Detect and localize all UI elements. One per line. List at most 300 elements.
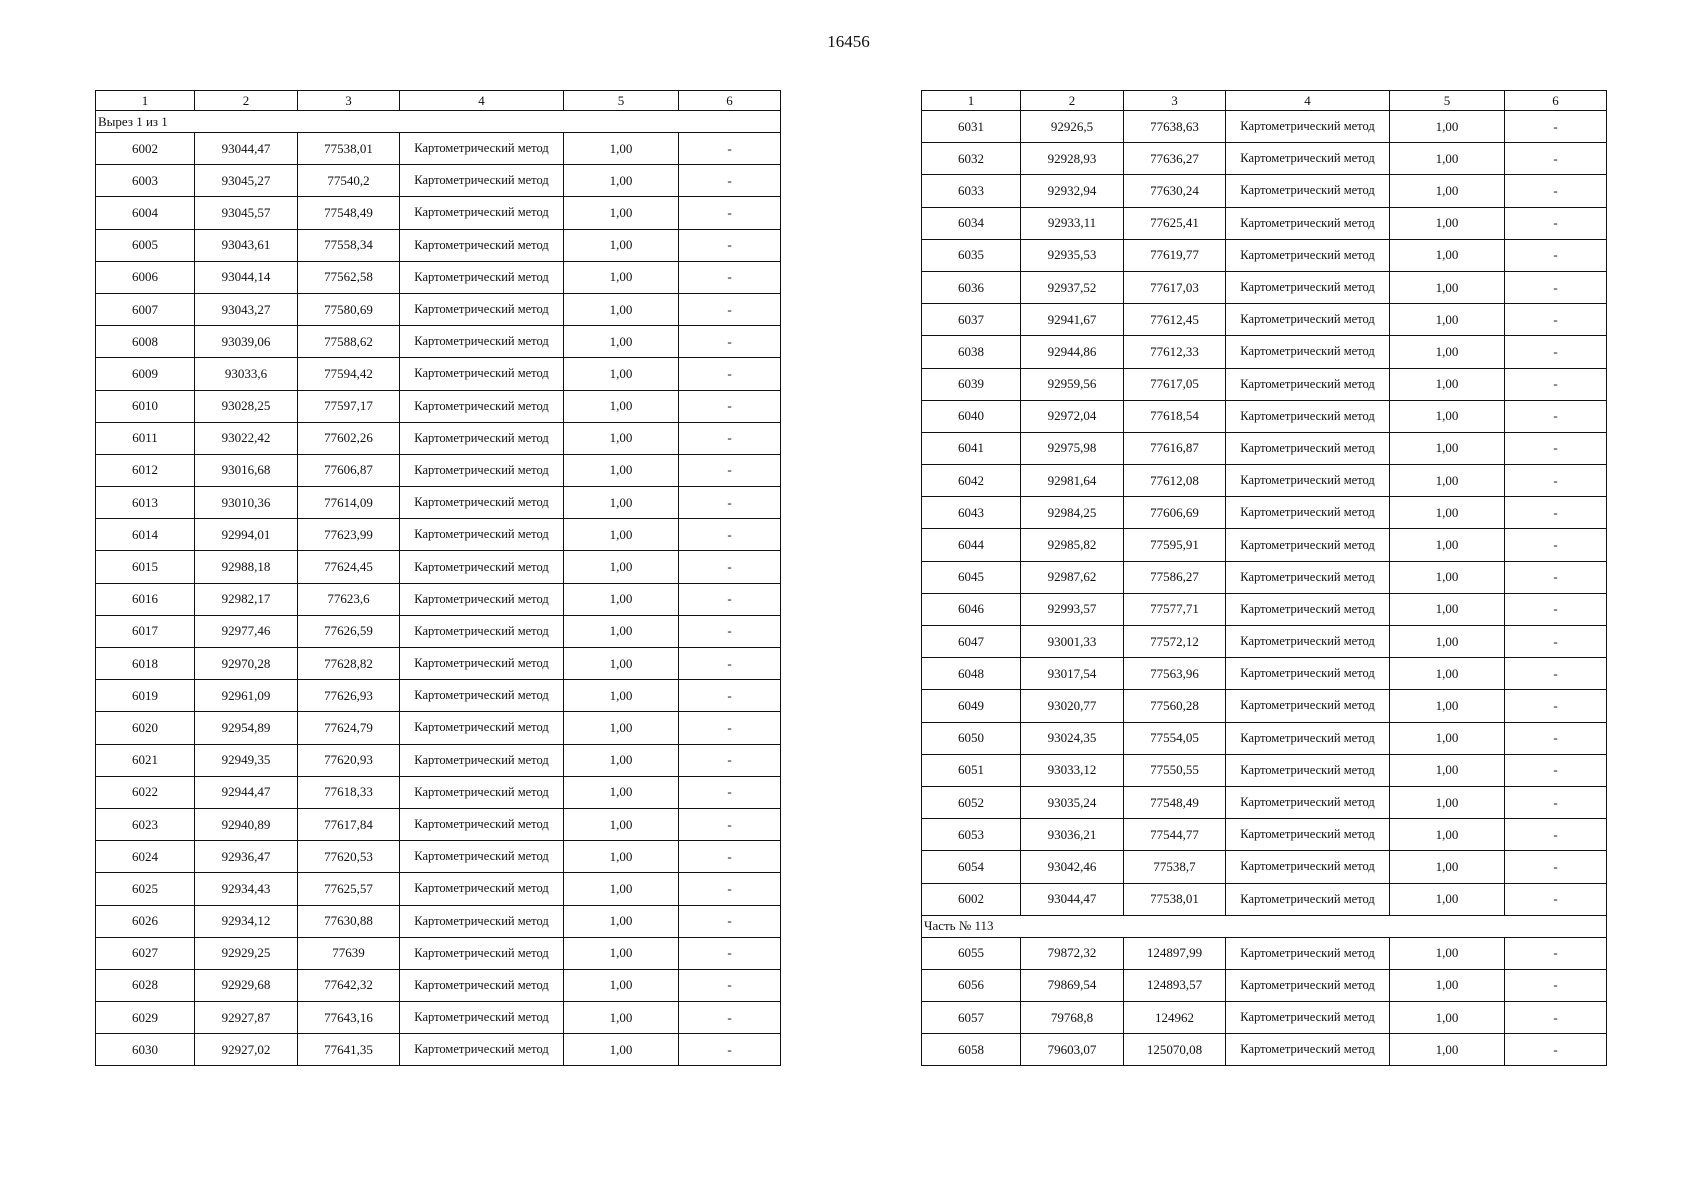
point-number-cell: 6017 xyxy=(96,615,195,647)
method-cell: Картометрический метод xyxy=(400,519,564,551)
point-number-cell: 6022 xyxy=(96,776,195,808)
point-number-cell: 6023 xyxy=(96,808,195,840)
x-coordinate-cell: 92970,28 xyxy=(195,648,298,680)
method-cell: Картометрический метод xyxy=(400,615,564,647)
note-cell: - xyxy=(1505,593,1607,625)
section-label: Часть № 113 xyxy=(922,915,1607,937)
accuracy-cell: 1,00 xyxy=(564,905,679,937)
table-row xyxy=(96,422,781,454)
y-coordinate-cell: 77641,35 xyxy=(298,1034,400,1066)
table-row xyxy=(922,432,1607,464)
y-coordinate-cell: 77602,26 xyxy=(298,422,400,454)
x-coordinate-cell: 93043,61 xyxy=(195,229,298,261)
point-number-cell: 6015 xyxy=(96,551,195,583)
x-coordinate-cell: 93039,06 xyxy=(195,326,298,358)
point-number-cell: 6046 xyxy=(922,593,1021,625)
method-cell: Картометрический метод xyxy=(1226,754,1390,786)
table-row xyxy=(96,648,781,680)
x-coordinate-cell: 92933,11 xyxy=(1021,207,1124,239)
y-coordinate-cell: 77619,77 xyxy=(1124,239,1226,271)
note-cell: - xyxy=(679,873,781,905)
x-coordinate-cell: 93033,12 xyxy=(1021,754,1124,786)
x-coordinate-cell: 92934,43 xyxy=(195,873,298,905)
point-number-cell: 6039 xyxy=(922,368,1021,400)
x-coordinate-cell: 92949,35 xyxy=(195,744,298,776)
table-row xyxy=(922,626,1607,658)
column-header: 5 xyxy=(564,91,679,111)
note-cell: - xyxy=(679,454,781,486)
point-number-cell: 6035 xyxy=(922,239,1021,271)
y-coordinate-cell: 125070,08 xyxy=(1124,1034,1226,1066)
x-coordinate-cell: 92926,5 xyxy=(1021,111,1124,143)
table-row xyxy=(96,808,781,840)
point-number-cell: 6004 xyxy=(96,197,195,229)
x-coordinate-cell: 93044,14 xyxy=(195,261,298,293)
accuracy-cell: 1,00 xyxy=(1390,465,1505,497)
note-cell: - xyxy=(679,519,781,551)
x-coordinate-cell: 92975,98 xyxy=(1021,432,1124,464)
point-number-cell: 6028 xyxy=(96,969,195,1001)
method-cell: Картометрический метод xyxy=(400,390,564,422)
y-coordinate-cell: 77617,05 xyxy=(1124,368,1226,400)
table-row xyxy=(96,326,781,358)
accuracy-cell: 1,00 xyxy=(564,358,679,390)
point-number-cell: 6012 xyxy=(96,454,195,486)
table-row xyxy=(96,454,781,486)
method-cell: Картометрический метод xyxy=(400,1034,564,1066)
note-cell: - xyxy=(1505,1002,1607,1034)
y-coordinate-cell: 77538,01 xyxy=(1124,883,1226,915)
accuracy-cell: 1,00 xyxy=(564,422,679,454)
note-cell: - xyxy=(679,808,781,840)
point-number-cell: 6008 xyxy=(96,326,195,358)
accuracy-cell: 1,00 xyxy=(1390,786,1505,818)
accuracy-cell: 1,00 xyxy=(564,744,679,776)
method-cell: Картометрический метод xyxy=(400,841,564,873)
note-cell: - xyxy=(1505,497,1607,529)
note-cell: - xyxy=(1505,175,1607,207)
point-number-cell: 6043 xyxy=(922,497,1021,529)
accuracy-cell: 1,00 xyxy=(1390,497,1505,529)
method-cell: Картометрический метод xyxy=(1226,626,1390,658)
note-cell: - xyxy=(679,229,781,261)
note-cell: - xyxy=(1505,465,1607,497)
x-coordinate-cell: 93020,77 xyxy=(1021,690,1124,722)
table-row xyxy=(922,143,1607,175)
section-label: Вырез 1 из 1 xyxy=(96,111,781,133)
column-header: 6 xyxy=(1505,91,1607,111)
table-row xyxy=(96,615,781,647)
method-cell: Картометрический метод xyxy=(1226,851,1390,883)
method-cell: Картометрический метод xyxy=(1226,336,1390,368)
x-coordinate-cell: 92936,47 xyxy=(195,841,298,873)
method-cell: Картометрический метод xyxy=(1226,658,1390,690)
point-number-cell: 6006 xyxy=(96,261,195,293)
method-cell: Картометрический метод xyxy=(1226,1002,1390,1034)
accuracy-cell: 1,00 xyxy=(1390,819,1505,851)
method-cell: Картометрический метод xyxy=(400,197,564,229)
point-number-cell: 6016 xyxy=(96,583,195,615)
method-cell: Картометрический метод xyxy=(400,776,564,808)
accuracy-cell: 1,00 xyxy=(1390,304,1505,336)
table-row xyxy=(96,519,781,551)
accuracy-cell: 1,00 xyxy=(1390,336,1505,368)
note-cell: - xyxy=(1505,561,1607,593)
table-row xyxy=(96,841,781,873)
y-coordinate-cell: 77538,01 xyxy=(298,133,400,165)
method-cell: Картометрический метод xyxy=(1226,465,1390,497)
accuracy-cell: 1,00 xyxy=(564,1002,679,1034)
table-row xyxy=(96,1034,781,1066)
method-cell: Картометрический метод xyxy=(400,165,564,197)
table-row xyxy=(922,175,1607,207)
accuracy-cell: 1,00 xyxy=(1390,626,1505,658)
method-cell: Картометрический метод xyxy=(1226,239,1390,271)
point-number-cell: 6003 xyxy=(96,165,195,197)
y-coordinate-cell: 77626,93 xyxy=(298,680,400,712)
page-number: 16456 xyxy=(827,32,870,51)
y-coordinate-cell: 77623,6 xyxy=(298,583,400,615)
x-coordinate-cell: 92988,18 xyxy=(195,551,298,583)
method-cell: Картометрический метод xyxy=(1226,786,1390,818)
table-row xyxy=(922,969,1607,1001)
table-row xyxy=(922,1002,1607,1034)
y-coordinate-cell: 77597,17 xyxy=(298,390,400,422)
note-cell: - xyxy=(1505,626,1607,658)
method-cell: Картометрический метод xyxy=(1226,304,1390,336)
note-cell: - xyxy=(679,165,781,197)
table-row xyxy=(96,937,781,969)
y-coordinate-cell: 77639 xyxy=(298,937,400,969)
point-number-cell: 6048 xyxy=(922,658,1021,690)
accuracy-cell: 1,00 xyxy=(564,165,679,197)
x-coordinate-cell: 92944,47 xyxy=(195,776,298,808)
table-row xyxy=(96,229,781,261)
accuracy-cell: 1,00 xyxy=(564,326,679,358)
table-row xyxy=(922,239,1607,271)
y-coordinate-cell: 77588,62 xyxy=(298,326,400,358)
y-coordinate-cell: 77626,59 xyxy=(298,615,400,647)
point-number-cell: 6051 xyxy=(922,754,1021,786)
y-coordinate-cell: 77612,33 xyxy=(1124,336,1226,368)
note-cell: - xyxy=(1505,336,1607,368)
y-coordinate-cell: 124893,57 xyxy=(1124,969,1226,1001)
note-cell: - xyxy=(679,615,781,647)
method-cell: Картометрический метод xyxy=(400,583,564,615)
method-cell: Картометрический метод xyxy=(400,358,564,390)
y-coordinate-cell: 77572,12 xyxy=(1124,626,1226,658)
method-cell: Картометрический метод xyxy=(400,937,564,969)
table-row xyxy=(922,497,1607,529)
table-row xyxy=(922,658,1607,690)
x-coordinate-cell: 93043,27 xyxy=(195,293,298,325)
accuracy-cell: 1,00 xyxy=(564,937,679,969)
y-coordinate-cell: 77544,77 xyxy=(1124,819,1226,851)
method-cell: Картометрический метод xyxy=(1226,937,1390,969)
column-header: 2 xyxy=(1021,91,1124,111)
method-cell: Картометрический метод xyxy=(1226,175,1390,207)
coordinates-table-right xyxy=(921,90,1607,1066)
y-coordinate-cell: 77548,49 xyxy=(1124,786,1226,818)
table-row xyxy=(96,197,781,229)
x-coordinate-cell: 92935,53 xyxy=(1021,239,1124,271)
y-coordinate-cell: 77625,57 xyxy=(298,873,400,905)
method-cell: Картометрический метод xyxy=(1226,143,1390,175)
note-cell: - xyxy=(679,937,781,969)
method-cell: Картометрический метод xyxy=(400,293,564,325)
y-coordinate-cell: 77538,7 xyxy=(1124,851,1226,883)
accuracy-cell: 1,00 xyxy=(1390,368,1505,400)
y-coordinate-cell: 77628,82 xyxy=(298,648,400,680)
accuracy-cell: 1,00 xyxy=(564,1034,679,1066)
x-coordinate-cell: 92981,64 xyxy=(1021,465,1124,497)
method-cell: Картометрический метод xyxy=(400,261,564,293)
point-number-cell: 6057 xyxy=(922,1002,1021,1034)
accuracy-cell: 1,00 xyxy=(564,293,679,325)
y-coordinate-cell: 77562,58 xyxy=(298,261,400,293)
point-number-cell: 6007 xyxy=(96,293,195,325)
method-cell: Картометрический метод xyxy=(1226,400,1390,432)
point-number-cell: 6019 xyxy=(96,680,195,712)
note-cell: - xyxy=(679,1002,781,1034)
table-row xyxy=(922,368,1607,400)
accuracy-cell: 1,00 xyxy=(564,261,679,293)
table-row xyxy=(922,593,1607,625)
column-header: 3 xyxy=(298,91,400,111)
table-row xyxy=(922,111,1607,143)
column-header: 5 xyxy=(1390,91,1505,111)
note-cell: - xyxy=(1505,883,1607,915)
point-number-cell: 6002 xyxy=(96,133,195,165)
method-cell: Картометрический метод xyxy=(1226,722,1390,754)
column-header: 4 xyxy=(1226,91,1390,111)
point-number-cell: 6056 xyxy=(922,969,1021,1001)
note-cell: - xyxy=(1505,239,1607,271)
accuracy-cell: 1,00 xyxy=(1390,593,1505,625)
method-cell: Картометрический метод xyxy=(1226,368,1390,400)
accuracy-cell: 1,00 xyxy=(1390,529,1505,561)
method-cell: Картометрический метод xyxy=(1226,432,1390,464)
point-number-cell: 6042 xyxy=(922,465,1021,497)
x-coordinate-cell: 93022,42 xyxy=(195,422,298,454)
point-number-cell: 6058 xyxy=(922,1034,1021,1066)
x-coordinate-cell: 92929,25 xyxy=(195,937,298,969)
method-cell: Картометрический метод xyxy=(400,680,564,712)
y-coordinate-cell: 77625,41 xyxy=(1124,207,1226,239)
point-number-cell: 6018 xyxy=(96,648,195,680)
method-cell: Картометрический метод xyxy=(400,229,564,261)
y-coordinate-cell: 77540,2 xyxy=(298,165,400,197)
accuracy-cell: 1,00 xyxy=(1390,722,1505,754)
table-row xyxy=(922,690,1607,722)
point-number-cell: 6002 xyxy=(922,883,1021,915)
table-row xyxy=(922,786,1607,818)
table-row xyxy=(922,754,1607,786)
x-coordinate-cell: 92985,82 xyxy=(1021,529,1124,561)
method-cell: Картометрический метод xyxy=(1226,883,1390,915)
x-coordinate-cell: 93010,36 xyxy=(195,487,298,519)
accuracy-cell: 1,00 xyxy=(1390,851,1505,883)
note-cell: - xyxy=(679,583,781,615)
x-coordinate-cell: 92961,09 xyxy=(195,680,298,712)
y-coordinate-cell: 124897,99 xyxy=(1124,937,1226,969)
note-cell: - xyxy=(679,487,781,519)
note-cell: - xyxy=(679,422,781,454)
note-cell: - xyxy=(1505,304,1607,336)
note-cell: - xyxy=(1505,722,1607,754)
x-coordinate-cell: 79768,8 xyxy=(1021,1002,1124,1034)
y-coordinate-cell: 77616,87 xyxy=(1124,432,1226,464)
method-cell: Картометрический метод xyxy=(1226,529,1390,561)
table-row xyxy=(96,776,781,808)
point-number-cell: 6045 xyxy=(922,561,1021,593)
y-coordinate-cell: 77594,42 xyxy=(298,358,400,390)
accuracy-cell: 1,00 xyxy=(564,133,679,165)
note-cell: - xyxy=(1505,1034,1607,1066)
note-cell: - xyxy=(1505,786,1607,818)
accuracy-cell: 1,00 xyxy=(1390,561,1505,593)
method-cell: Картометрический метод xyxy=(400,1002,564,1034)
point-number-cell: 6021 xyxy=(96,744,195,776)
section-row xyxy=(96,111,781,133)
table-row xyxy=(96,969,781,1001)
note-cell: - xyxy=(1505,432,1607,464)
x-coordinate-cell: 79869,54 xyxy=(1021,969,1124,1001)
accuracy-cell: 1,00 xyxy=(564,712,679,744)
column-header: 2 xyxy=(195,91,298,111)
table-row xyxy=(96,712,781,744)
accuracy-cell: 1,00 xyxy=(564,873,679,905)
accuracy-cell: 1,00 xyxy=(1390,432,1505,464)
point-number-cell: 6020 xyxy=(96,712,195,744)
accuracy-cell: 1,00 xyxy=(564,680,679,712)
table-row xyxy=(922,465,1607,497)
table-row xyxy=(96,293,781,325)
note-cell: - xyxy=(1505,851,1607,883)
method-cell: Картометрический метод xyxy=(400,873,564,905)
y-coordinate-cell: 77614,09 xyxy=(298,487,400,519)
method-cell: Картометрический метод xyxy=(400,969,564,1001)
column-header: 4 xyxy=(400,91,564,111)
accuracy-cell: 1,00 xyxy=(564,841,679,873)
method-cell: Картометрический метод xyxy=(1226,271,1390,303)
table-row xyxy=(96,1002,781,1034)
column-header: 1 xyxy=(922,91,1021,111)
x-coordinate-cell: 92994,01 xyxy=(195,519,298,551)
accuracy-cell: 1,00 xyxy=(564,583,679,615)
y-coordinate-cell: 77550,55 xyxy=(1124,754,1226,786)
point-number-cell: 6031 xyxy=(922,111,1021,143)
note-cell: - xyxy=(679,293,781,325)
note-cell: - xyxy=(1505,400,1607,432)
table-row xyxy=(922,271,1607,303)
method-cell: Картометрический метод xyxy=(1226,593,1390,625)
y-coordinate-cell: 77560,28 xyxy=(1124,690,1226,722)
point-number-cell: 6044 xyxy=(922,529,1021,561)
point-number-cell: 6014 xyxy=(96,519,195,551)
y-coordinate-cell: 77617,84 xyxy=(298,808,400,840)
y-coordinate-cell: 77630,24 xyxy=(1124,175,1226,207)
table-row xyxy=(922,529,1607,561)
x-coordinate-cell: 92934,12 xyxy=(195,905,298,937)
method-cell: Картометрический метод xyxy=(400,648,564,680)
method-cell: Картометрический метод xyxy=(400,454,564,486)
method-cell: Картометрический метод xyxy=(1226,207,1390,239)
y-coordinate-cell: 77586,27 xyxy=(1124,561,1226,593)
table-row xyxy=(96,551,781,583)
y-coordinate-cell: 77624,79 xyxy=(298,712,400,744)
accuracy-cell: 1,00 xyxy=(1390,969,1505,1001)
y-coordinate-cell: 77642,32 xyxy=(298,969,400,1001)
table-row xyxy=(922,561,1607,593)
y-coordinate-cell: 77624,45 xyxy=(298,551,400,583)
accuracy-cell: 1,00 xyxy=(1390,271,1505,303)
method-cell: Картометрический метод xyxy=(1226,819,1390,851)
accuracy-cell: 1,00 xyxy=(564,808,679,840)
note-cell: - xyxy=(679,712,781,744)
point-number-cell: 6041 xyxy=(922,432,1021,464)
y-coordinate-cell: 77630,88 xyxy=(298,905,400,937)
point-number-cell: 6040 xyxy=(922,400,1021,432)
x-coordinate-cell: 93036,21 xyxy=(1021,819,1124,851)
point-number-cell: 6037 xyxy=(922,304,1021,336)
method-cell: Картометрический метод xyxy=(1226,1034,1390,1066)
table-row xyxy=(922,336,1607,368)
x-coordinate-cell: 93028,25 xyxy=(195,390,298,422)
x-coordinate-cell: 79872,32 xyxy=(1021,937,1124,969)
accuracy-cell: 1,00 xyxy=(1390,1002,1505,1034)
note-cell: - xyxy=(1505,937,1607,969)
y-coordinate-cell: 77595,91 xyxy=(1124,529,1226,561)
x-coordinate-cell: 93044,47 xyxy=(195,133,298,165)
y-coordinate-cell: 77612,45 xyxy=(1124,304,1226,336)
point-number-cell: 6026 xyxy=(96,905,195,937)
y-coordinate-cell: 77623,99 xyxy=(298,519,400,551)
header-row xyxy=(922,91,1607,111)
method-cell: Картометрический метод xyxy=(400,905,564,937)
point-number-cell: 6036 xyxy=(922,271,1021,303)
table-row xyxy=(96,390,781,422)
x-coordinate-cell: 92941,67 xyxy=(1021,304,1124,336)
accuracy-cell: 1,00 xyxy=(564,390,679,422)
y-coordinate-cell: 77606,69 xyxy=(1124,497,1226,529)
note-cell: - xyxy=(1505,819,1607,851)
accuracy-cell: 1,00 xyxy=(1390,400,1505,432)
method-cell: Картометрический метод xyxy=(400,744,564,776)
table-row xyxy=(922,937,1607,969)
note-cell: - xyxy=(679,390,781,422)
point-number-cell: 6049 xyxy=(922,690,1021,722)
y-coordinate-cell: 77618,33 xyxy=(298,776,400,808)
y-coordinate-cell: 77563,96 xyxy=(1124,658,1226,690)
x-coordinate-cell: 92927,87 xyxy=(195,1002,298,1034)
section-row xyxy=(922,915,1607,937)
table-row xyxy=(96,583,781,615)
point-number-cell: 6027 xyxy=(96,937,195,969)
table-row xyxy=(96,261,781,293)
x-coordinate-cell: 92929,68 xyxy=(195,969,298,1001)
y-coordinate-cell: 77577,71 xyxy=(1124,593,1226,625)
method-cell: Картометрический метод xyxy=(1226,969,1390,1001)
x-coordinate-cell: 92984,25 xyxy=(1021,497,1124,529)
y-coordinate-cell: 77548,49 xyxy=(298,197,400,229)
accuracy-cell: 1,00 xyxy=(564,519,679,551)
table-row xyxy=(922,883,1607,915)
note-cell: - xyxy=(1505,111,1607,143)
point-number-cell: 6005 xyxy=(96,229,195,261)
x-coordinate-cell: 92987,62 xyxy=(1021,561,1124,593)
x-coordinate-cell: 92977,46 xyxy=(195,615,298,647)
